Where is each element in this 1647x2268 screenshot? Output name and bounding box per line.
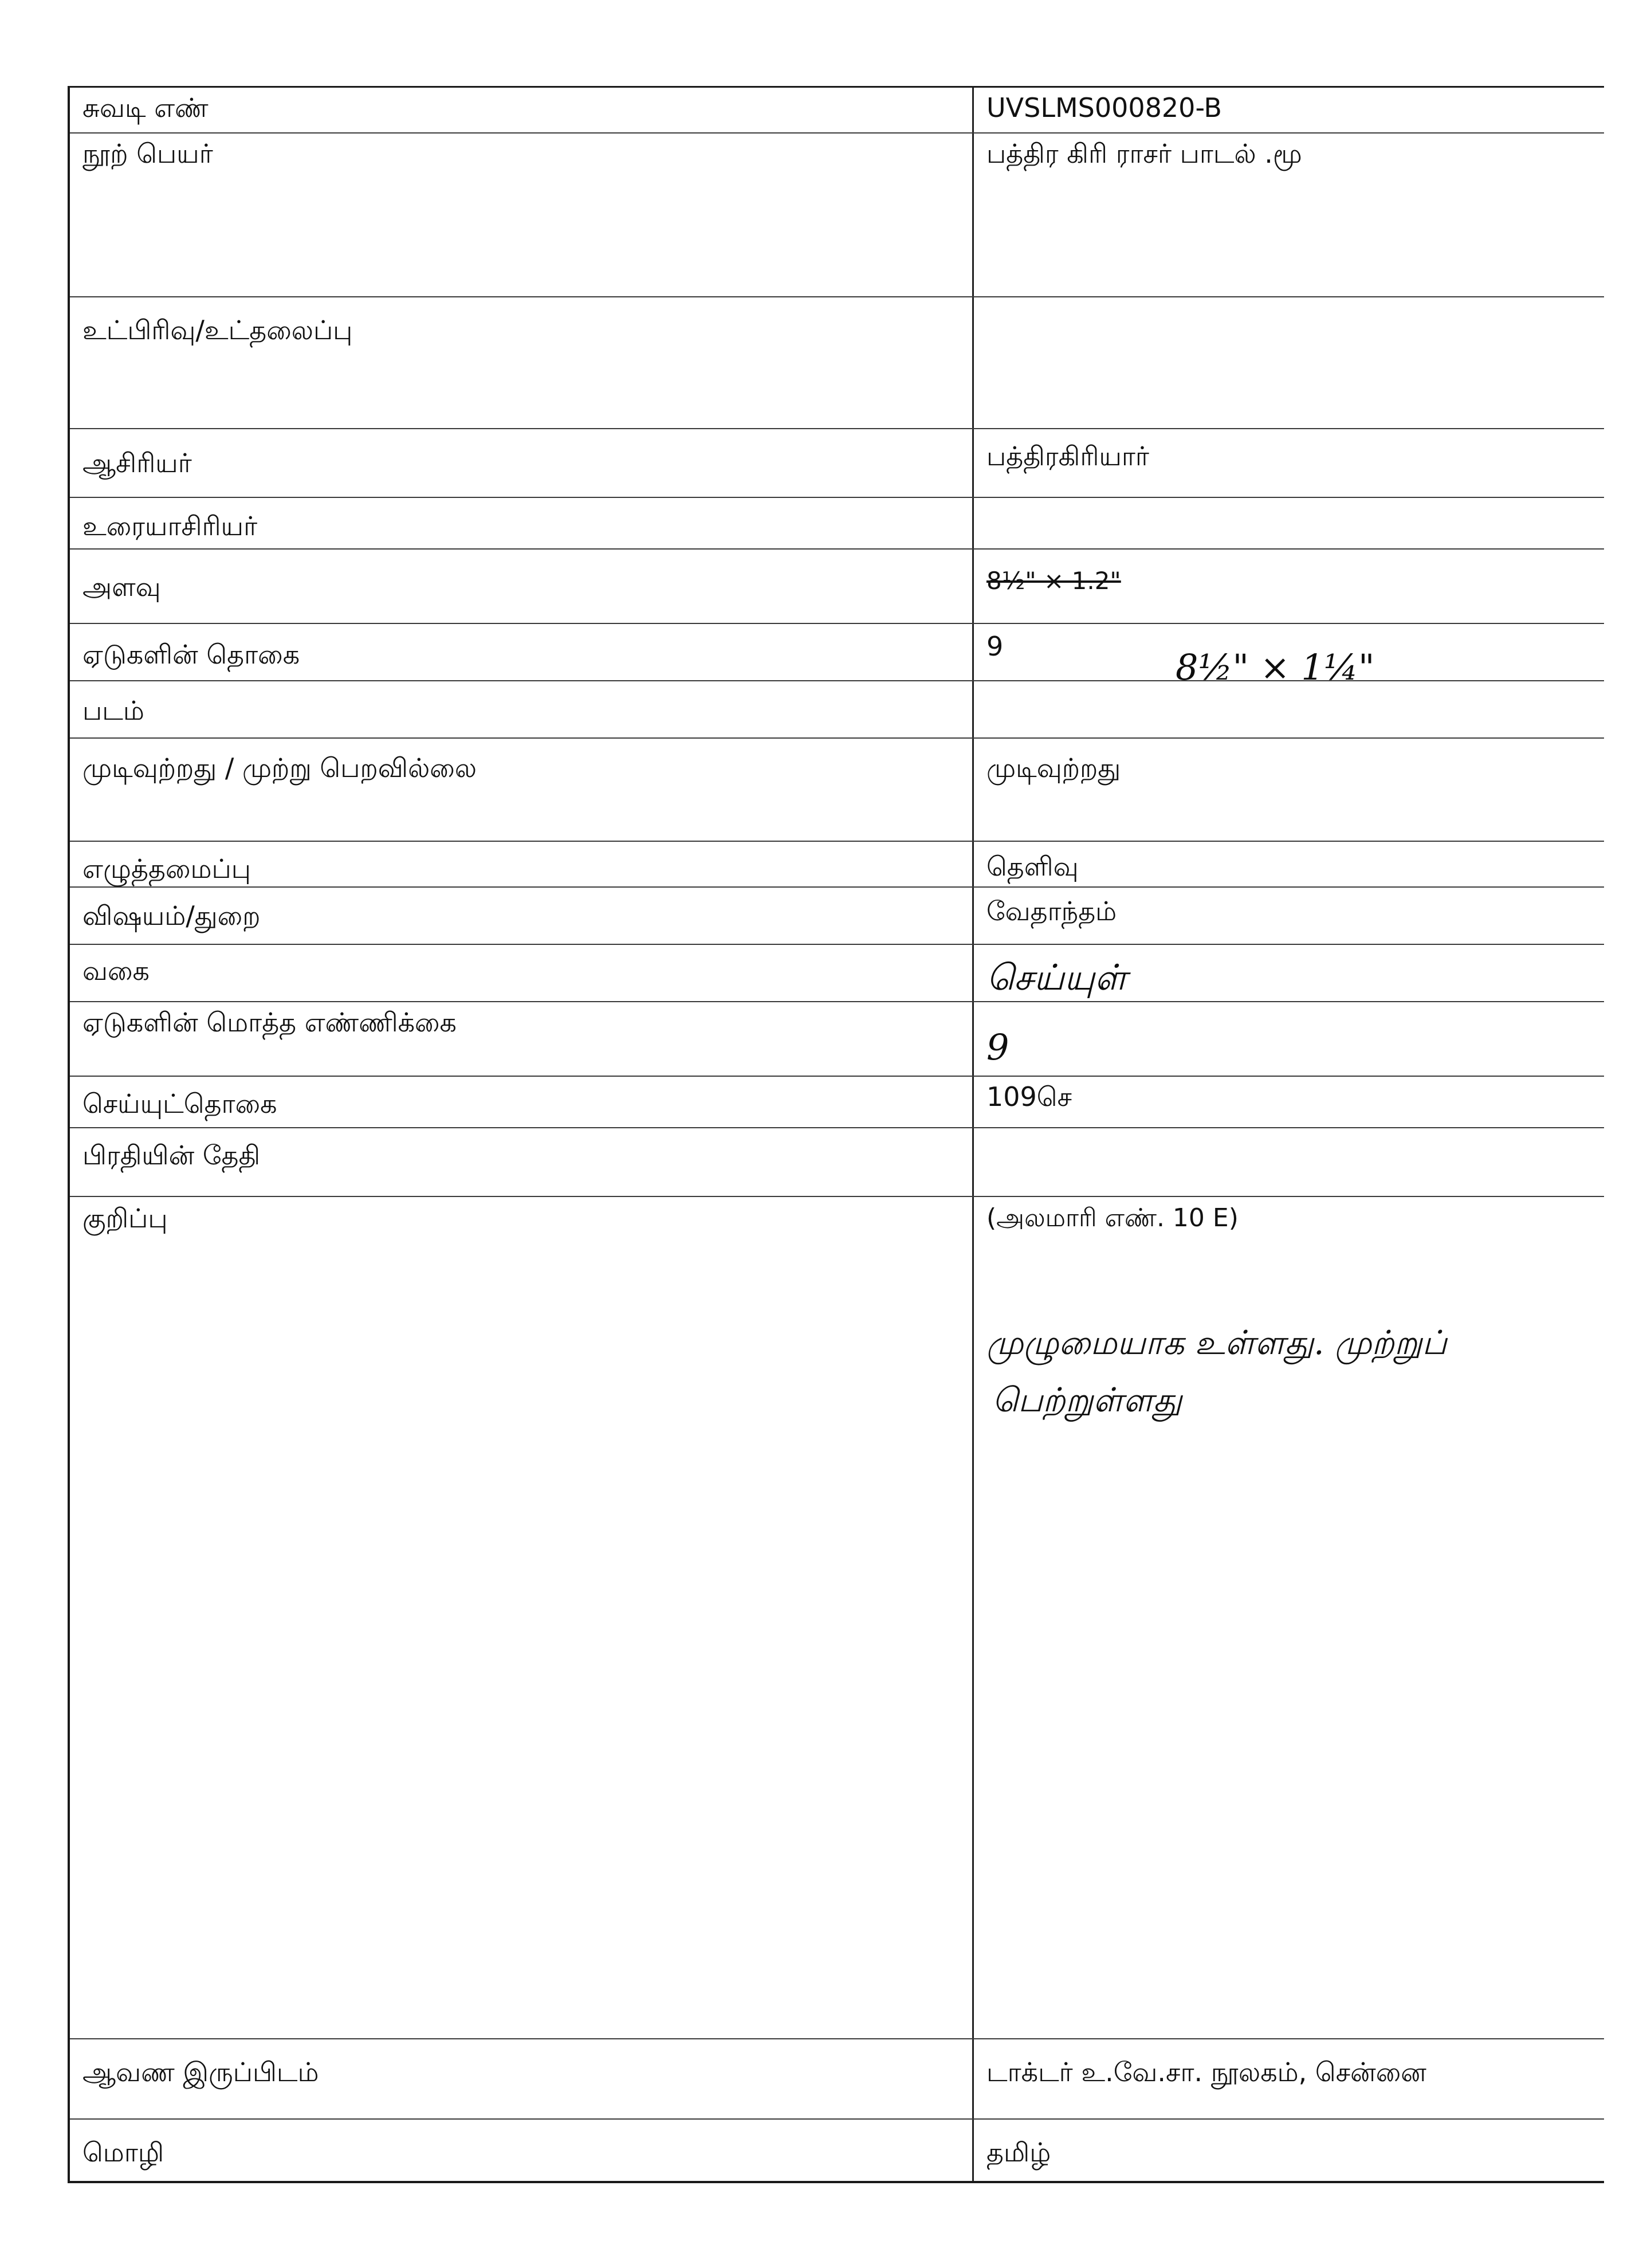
field-label-subtitle: உட்பிரிவு/உட்தலைப்பு (82, 315, 353, 346)
notes-handwritten-line-1: முழுமையாக உள்ளது. முற்றுப் (986, 1323, 1447, 1362)
notes-handwritten (986, 1314, 1599, 1429)
table-row-subtitle (70, 297, 1604, 429)
field-value-title: பத்திர கிரி ராசர் பாடல் .மூ (986, 138, 1302, 169)
table-row-subject (70, 888, 1604, 945)
table-row-illustration (70, 681, 1604, 739)
field-value-author: பத்திரகிரியார் (986, 441, 1149, 472)
field-value-subject: வேதாந்தம் (986, 896, 1117, 927)
field-label-language: மொழி (82, 2137, 164, 2168)
table-row-repository (70, 2039, 1604, 2120)
field-value-leaf-count: 9 (986, 631, 1004, 662)
field-value-size (986, 550, 1599, 623)
field-label-verse-count: செய்யுட்தொகை (82, 1088, 277, 1119)
size-handwritten-correction: 8½" × 1¼" (1176, 646, 1375, 688)
field-label-author: ஆசிரியர் (82, 448, 192, 478)
table-row-size (70, 550, 1604, 624)
field-label-repository: ஆவண இருப்பிடம் (82, 2057, 319, 2087)
table-row-author (70, 429, 1604, 498)
field-value-copy-date (986, 1128, 1599, 1196)
notes-handwritten-line-2: பெற்றுள்ளது (992, 1380, 1182, 1419)
field-value-script: தெளிவு (986, 851, 1079, 882)
field-label-manuscript-id: சுவடி எண் (82, 92, 209, 123)
table-row-copy-date (70, 1128, 1604, 1197)
field-value-genre: செய்யுள் (986, 956, 1127, 998)
table-row-script (70, 842, 1604, 888)
field-label-genre: வகை (82, 955, 150, 986)
table-row-commentator (70, 498, 1604, 550)
table-row-title (70, 134, 1604, 297)
field-label-completeness: முடிவுற்றது / முற்று பெறவில்லை (82, 752, 477, 783)
field-label-script: எழுத்தமைப்பு (82, 853, 251, 884)
table-row-genre (70, 945, 1604, 1002)
field-value-language: தமிழ் (986, 2137, 1051, 2168)
field-label-subject: விஷயம்/துறை (82, 900, 261, 931)
field-label-total-leaves: ஏடுகளின் மொத்த எண்ணிக்கை (82, 1007, 457, 1038)
field-label-copy-date: பிரதியின் தேதி (82, 1140, 261, 1171)
table-row-manuscript-id (70, 88, 1604, 134)
field-value-illustration (986, 681, 1599, 737)
field-label-leaf-count: ஏடுகளின் தொகை (82, 639, 300, 670)
notes-printed-text: (அலமாரி எண். 10 E) (986, 1203, 1239, 1233)
field-label-title: நூற் பெயர் (82, 138, 213, 169)
field-value-verse-count: 109செ (986, 1081, 1072, 1112)
size-struck-value: 8½" × 1.2" (986, 567, 1121, 595)
field-value-repository: டாக்டர் உ.வே.சா. நூலகம், சென்னை (986, 2057, 1426, 2087)
field-label-illustration: படம் (82, 695, 144, 726)
field-value-subtitle (986, 297, 1599, 428)
table-row-completeness (70, 739, 1604, 842)
table-row-total-leaves (70, 1002, 1604, 1077)
manuscript-record-table (68, 86, 1604, 2183)
table-row-verse-count (70, 1077, 1604, 1128)
field-value-commentator (986, 498, 1599, 548)
field-value-manuscript-id: UVSLMS000820-B (986, 92, 1222, 123)
table-row-language (70, 2120, 1604, 2183)
field-value-total-leaves: 9 (986, 1026, 1009, 1068)
field-label-commentator: உரையாசிரியர் (82, 511, 258, 542)
field-label-size: அளவு (82, 571, 161, 602)
field-value-completeness: முடிவுற்றது (986, 752, 1121, 783)
field-label-notes: குறிப்பு (82, 1203, 168, 1234)
